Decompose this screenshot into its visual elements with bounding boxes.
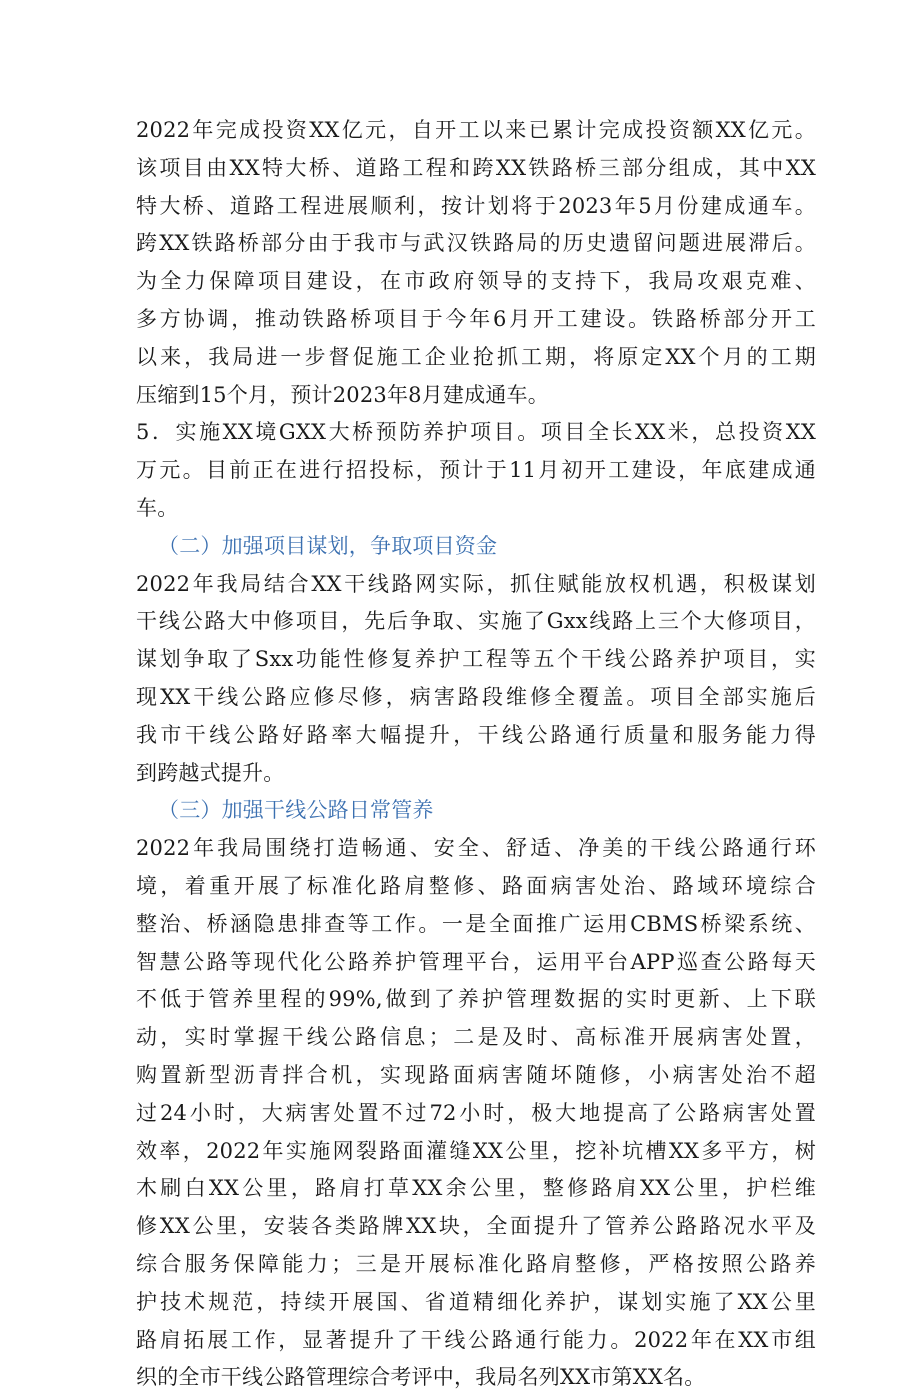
paragraph-line: 境，着重开展了标准化路肩整修、路面病害处治、路域环境综合 — [136, 873, 816, 898]
paragraph-line: 2022年我局结合XX干线路网实际，抓住赋能放权机遇，积极谋划 — [136, 571, 816, 596]
paragraph-line: 修XX公里，安装各类路牌XX块，全面提升了管养公路路况水平及 — [136, 1214, 816, 1239]
paragraph-line: 护技术规范，持续开展国、省道精细化养护，谋划实施了XX公里 — [136, 1289, 816, 1314]
paragraph-line: 5．实施XX境GXX大桥预防养护项目。项目全长XX米，总投资XX — [136, 420, 816, 445]
section-heading: （三）加强干线公路日常管养 — [158, 798, 434, 823]
paragraph-line: 动，实时掌握干线公路信息；二是及时、高标准开展病害处置， — [136, 1025, 816, 1050]
paragraph-line: 整治、桥涵隐患排查等工作。一是全面推广运用CBMS桥梁系统、 — [136, 911, 816, 936]
paragraph-line: 谋划争取了Sxx功能性修复养护工程等五个干线公路养护项目，实 — [136, 647, 816, 672]
paragraph-line: 干线公路大中修项目，先后争取、实施了Gxx线路上三个大修项目， — [136, 609, 816, 634]
paragraph-line: 我市干线公路好路率大幅提升，干线公路通行质量和服务能力得 — [136, 722, 816, 747]
paragraph-line: 万元。目前正在进行招投标，预计于11月初开工建设，年底建成通 — [136, 458, 816, 483]
paragraph-line: 织的全市干线公路管理综合考评中，我局名列XX市第XX名。 — [136, 1365, 706, 1390]
paragraph-line: 2022年完成投资XX亿元，自开工以来已累计完成投资额XX亿元。 — [136, 118, 816, 142]
paragraph-line: 以来，我局进一步督促施工企业抢抓工期，将原定XX个月的工期 — [136, 344, 816, 369]
paragraph-line: 2022年我局围绕打造畅通、安全、舒适、净美的干线公路通行环 — [136, 836, 816, 861]
paragraph-line: 智慧公路等现代化公路养护管理平台，运用平台APP巡查公路每天 — [136, 949, 816, 974]
paragraph-line: 为全力保障项目建设，在市政府领导的支持下，我局攻艰克难、 — [136, 269, 816, 294]
section-heading: （二）加强项目谋划，争取项目资金 — [158, 533, 498, 558]
paragraph-line: 该项目由XX特大桥、道路工程和跨XX铁路桥三部分组成，其中XX — [136, 155, 816, 180]
paragraph-line: 购置新型沥青拌合机，实现路面病害随坏随修，小病害处治不超 — [136, 1062, 816, 1087]
paragraph-line: 综合服务保障能力；三是开展标准化路肩整修，严格按照公路养 — [136, 1251, 816, 1276]
paragraph-line: 车。 — [136, 495, 179, 520]
paragraph-line: 路肩拓展工作，显著提升了干线公路通行能力。2022年在XX市组 — [136, 1327, 816, 1352]
paragraph-line: 不低于管养里程的99%,做到了养护管理数据的实时更新、上下联 — [136, 987, 816, 1012]
paragraph-line: 到跨越式提升。 — [136, 760, 285, 785]
paragraph-line: 现XX干线公路应修尽修，病害路段维修全覆盖。项目全部实施后 — [136, 684, 816, 709]
paragraph-line: 跨XX铁路桥部分由于我市与武汉铁路局的历史遗留问题进展滞后。 — [136, 231, 816, 256]
paragraph-line: 多方协调，推动铁路桥项目于今年6月开工建设。铁路桥部分开工 — [136, 306, 816, 331]
paragraph-line: 过24小时，大病害处置不过72小时，极大地提高了公路病害处置 — [136, 1100, 816, 1125]
paragraph-line: 效率，2022年实施网裂路面灌缝XX公里，挖补坑槽XX多平方，树 — [136, 1138, 816, 1163]
paragraph-line: 特大桥、道路工程进展顺利，按计划将于2023年5月份建成通车。 — [136, 193, 816, 218]
paragraph-line: 木刷白XX公里，路肩打草XX余公里，整修路肩XX公里，护栏维 — [136, 1176, 816, 1201]
document-body — [136, 112, 816, 1397]
paragraph-line: 压缩到15个月，预计2023年8月建成通车。 — [136, 382, 549, 407]
